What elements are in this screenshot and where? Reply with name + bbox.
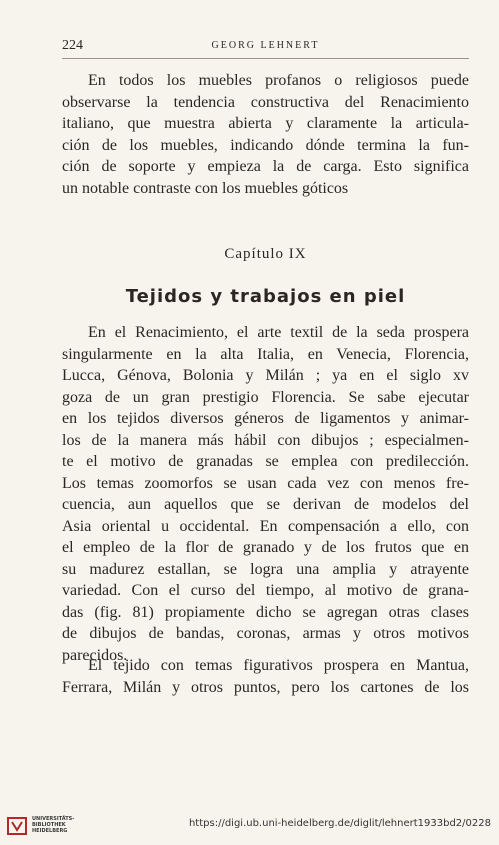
text-line: En todos los muebles profanos o religiosos puede bbox=[88, 72, 469, 89]
paragraph-2 bbox=[62, 322, 469, 666]
paragraph-1 bbox=[62, 70, 469, 199]
text-line: un notable contraste con los muebles góticos bbox=[62, 179, 349, 197]
text-line: cuencia, aun aquellos que se derivan de modelos del bbox=[62, 496, 469, 513]
footer-institution bbox=[32, 816, 74, 834]
source-url-link[interactable]: https://digi.ub.uni-heidelberg.de/diglit/lehnert1933bd2/0228 bbox=[188, 818, 491, 829]
chapter-title: Tejidos y trabajos en piel bbox=[125, 286, 406, 307]
text-line: Ferrara, Milán y otros puntos, pero los cartones de los bbox=[62, 678, 469, 696]
text-line: Asia oriental u occidental. En compensación a ello, con bbox=[62, 517, 469, 535]
text-line: ción de los muebles, indicando dónde termina la fun- bbox=[62, 136, 469, 154]
institution-line: BIBLIOTHEK bbox=[32, 822, 66, 828]
text-line: el empleo de la flor de granado y de los frutos que en bbox=[62, 539, 469, 556]
header-rule bbox=[62, 58, 469, 59]
running-head: GEORG LEHNERT bbox=[211, 40, 320, 51]
page-header bbox=[62, 38, 469, 54]
text-line: parecidos. bbox=[62, 646, 128, 664]
text-line: ción de soporte y empieza la de carga. Esto significa bbox=[62, 158, 469, 175]
text-line: los de la manera más hábil con dibujos ; especialmen- bbox=[62, 431, 469, 449]
text-line: singularmente en la alta Italia, en Venecia, Florencia, bbox=[62, 345, 469, 363]
text-line: te el motivo de granadas se emplea con predilección. bbox=[62, 453, 469, 470]
text-line: de dibujos de bandas, coronas, armas y otros motivos bbox=[62, 625, 469, 642]
text-line: en los tejidos diversos géneros de ligamentos y animar- bbox=[62, 410, 469, 427]
text-line: italiano, que muestra abierta y claramente la articula- bbox=[62, 115, 469, 132]
chapter-label: Capítulo IX bbox=[224, 246, 307, 262]
text-line: Lucca, Génova, Bolonia y Milán ; ya en el siglo xv bbox=[62, 367, 469, 384]
paragraph-3 bbox=[62, 655, 469, 698]
text-line: observarse la tendencia constructiva del Renacimiento bbox=[62, 93, 469, 111]
text-line: El tejido con temas figurativos prospera en Mantua, bbox=[88, 657, 469, 674]
page-number: 224 bbox=[62, 38, 83, 53]
university-library-logo-icon bbox=[5, 814, 29, 838]
text-line: Los temas zoomorfos se usan cada vez con menos fre- bbox=[62, 474, 469, 492]
text-line: variedad. Con el curso del tiempo, al motivo de grana- bbox=[62, 582, 469, 599]
text-line: En el Renacimiento, el arte textil de la seda prospera bbox=[88, 324, 469, 341]
text-line: su madurez estallan, se logra una amplia y atrayente bbox=[62, 560, 469, 578]
text-line: goza de un gran prestigio Florencia. Se sabe ejecutar bbox=[62, 388, 469, 406]
footer bbox=[0, 810, 499, 845]
text-line: das (fig. 81) propiamente dicho se agregan otras clases bbox=[62, 603, 469, 621]
institution-line: UNIVERSITÄTS- bbox=[32, 816, 75, 822]
institution-line: HEIDELBERG bbox=[32, 828, 68, 834]
